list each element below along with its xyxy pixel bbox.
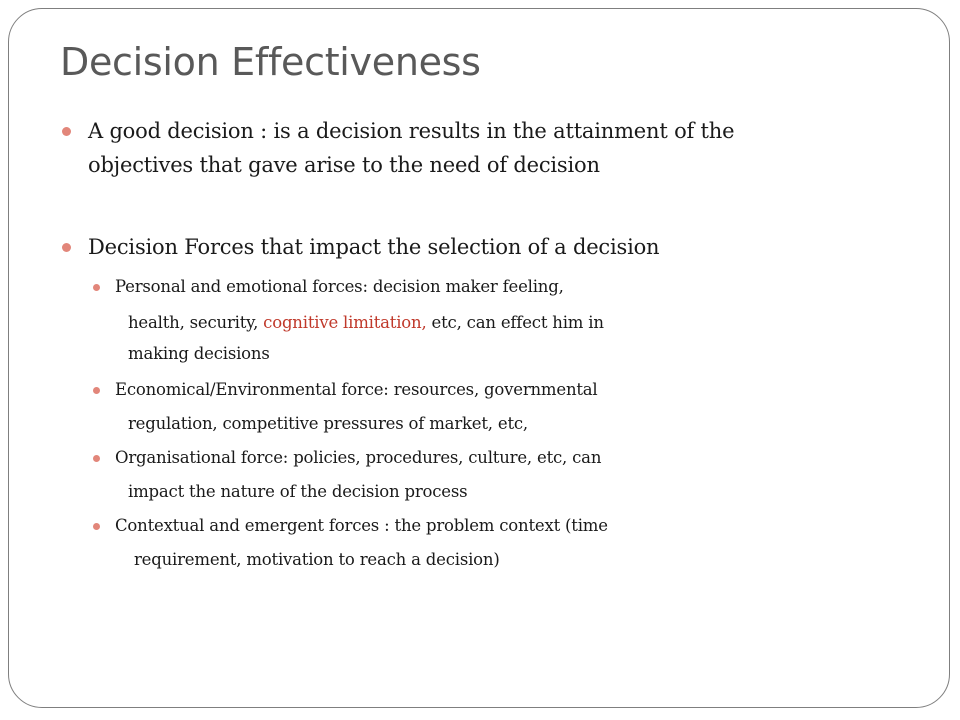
bullet-marker [62,127,71,136]
subbullet-1-line-2 [128,313,604,332]
subbullet-1-text-before: health, security, [128,313,264,332]
highlighted-phrase: cognitive limitation, [263,313,427,332]
slide-title: Decision Effectiveness [60,40,481,84]
subbullet-marker [93,284,100,291]
subbullet-4-line-1: Contextual and emergent forces : the problem context (time [115,516,608,535]
bullet-1-line-2: objectives that gave arise to the need of decision [88,153,600,177]
subbullet-1-line-3: making decisions [128,344,270,363]
bullet-marker [62,243,71,252]
subbullet-4-line-2: requirement, motivation to reach a decision) [134,550,500,569]
subbullet-2-line-2: regulation, competitive pressures of market, etc, [128,414,528,433]
subbullet-2-line-1: Economical/Environmental force: resources, governmental [115,380,598,399]
bullet-2-line-1: Decision Forces that impact the selection of a decision [88,235,660,259]
subbullet-3-line-1: Organisational force: policies, procedures, culture, etc, can [115,448,602,467]
subbullet-marker [93,455,100,462]
subbullet-3-line-2: impact the nature of the decision process [128,482,468,501]
subbullet-1-line-1: Personal and emotional forces: decision maker feeling, [115,277,564,296]
subbullet-marker [93,523,100,530]
subbullet-1-text-after: etc, can effect him in [426,313,604,332]
bullet-1-line-1: A good decision : is a decision results in the attainment of the [88,119,735,143]
subbullet-marker [93,387,100,394]
